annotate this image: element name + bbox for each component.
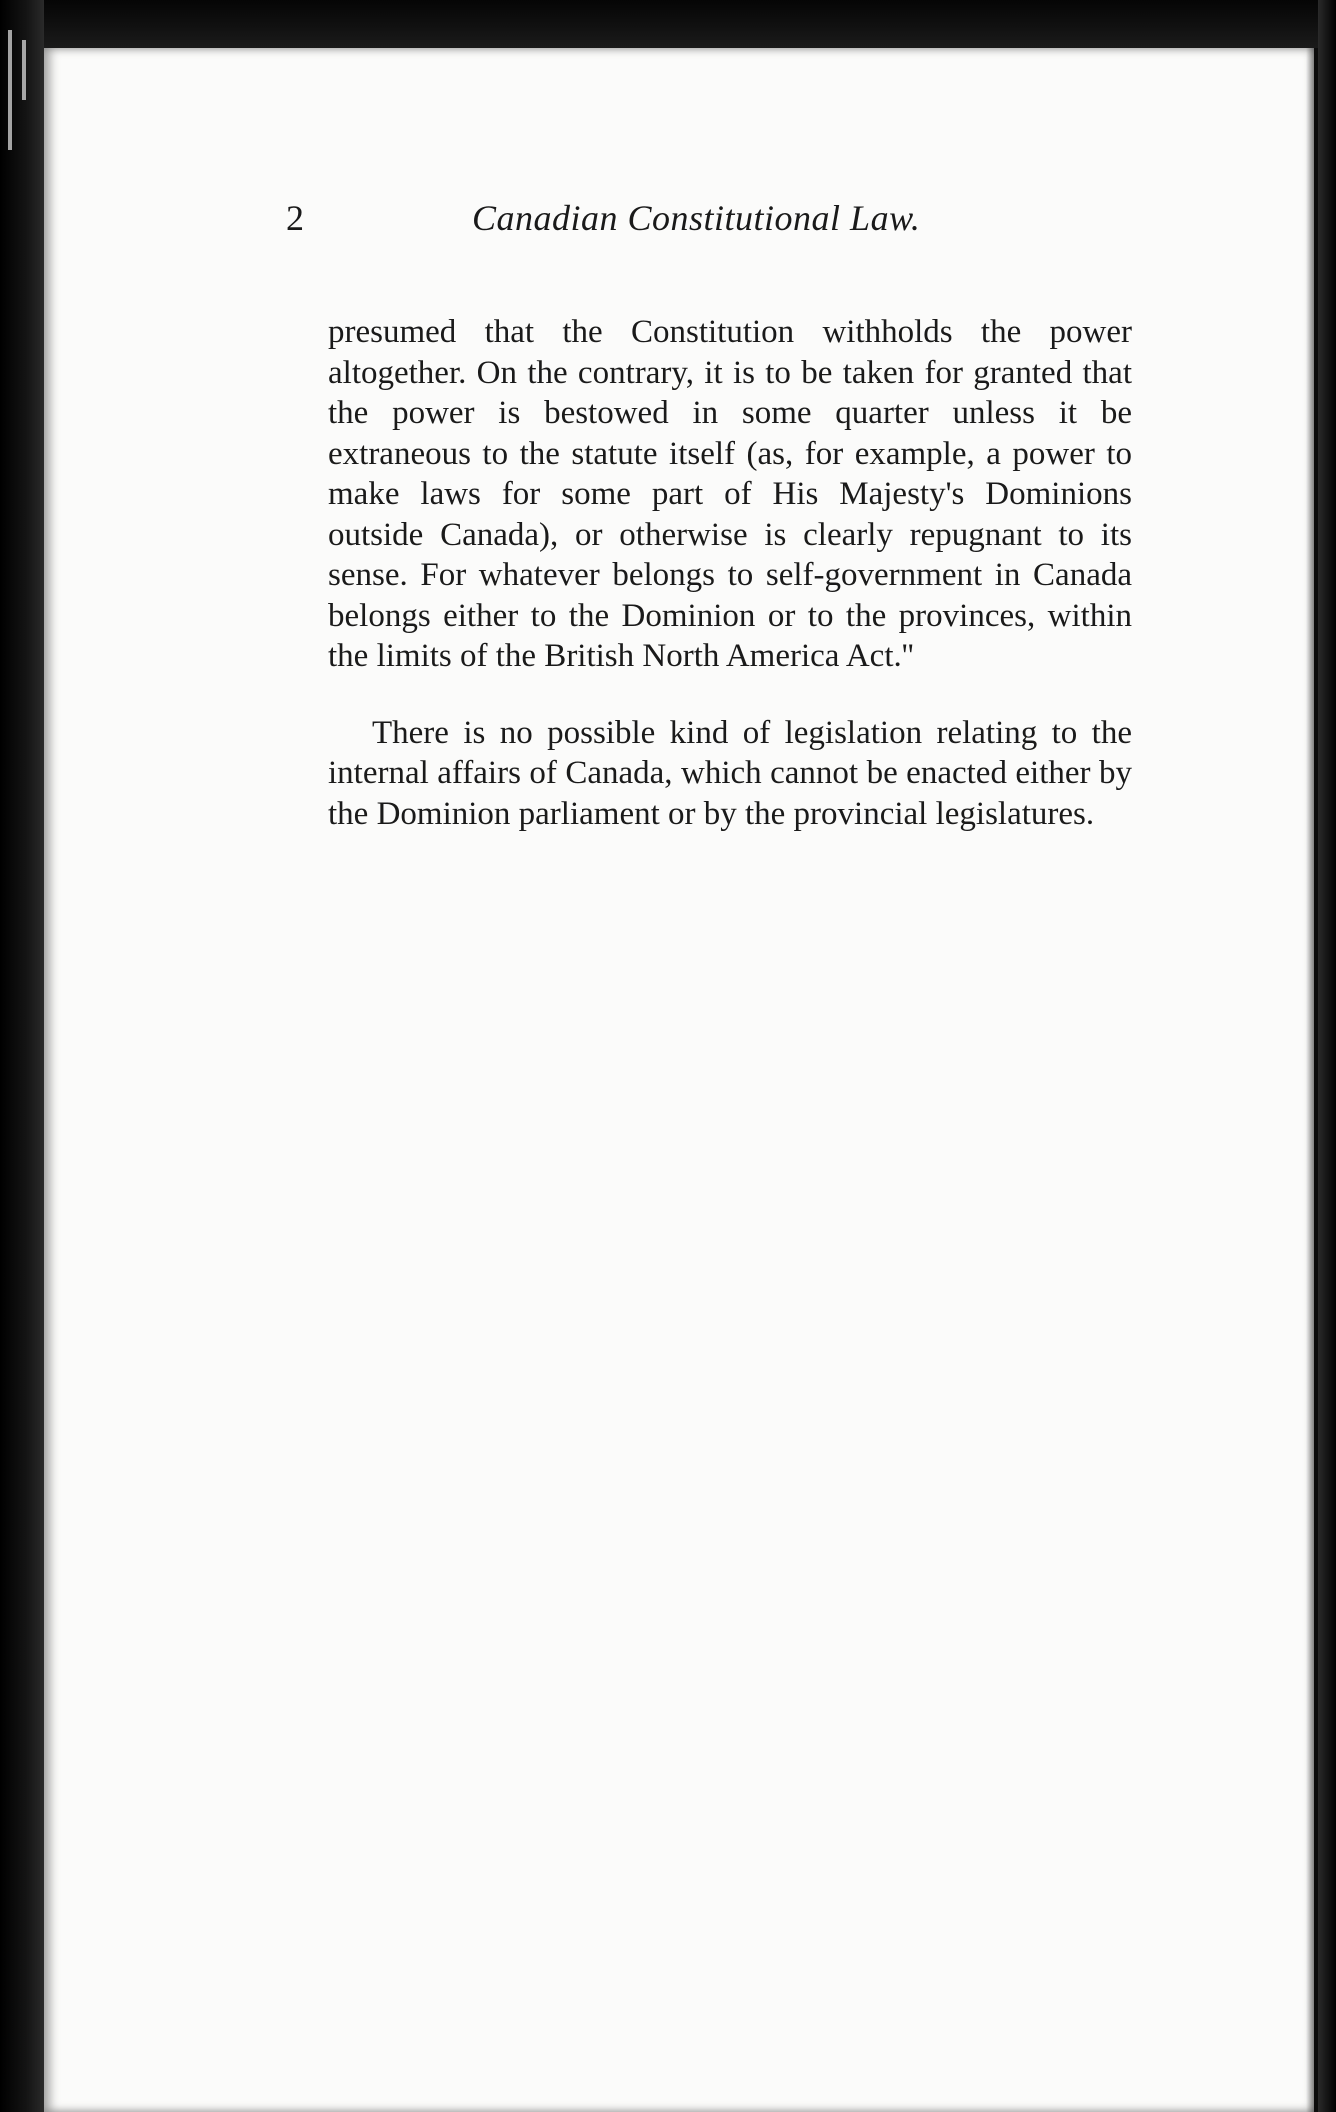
binding-streak — [22, 40, 26, 100]
scan-right-edge — [1318, 0, 1336, 2112]
running-title: Canadian Constitutional Law. — [472, 198, 921, 238]
paragraph: presumed that the Constitution withholds the power altogether. On the contrary, it is to be taken for granted that the power is bestowed in some quarter unless it be extraneous to the statute itself (as, for example, a power to make laws for some part of His Majesty's Dominions outside Canada), or otherwise is clearly repugnant to its sense. For whatever belongs to self-government in Canada belongs either to the Dominion or to the provinces, within the limits of the British North America Act.'' — [328, 314, 1132, 674]
page-number: 2 — [286, 198, 304, 238]
paragraph: There is no possible kind of legislation relating to the internal affairs of Canada, which cannot be enacted either by the Dominion parliament or by the provincial legislatures. — [328, 714, 1132, 832]
binding-streak — [8, 30, 12, 150]
body-text — [328, 312, 1132, 834]
page-shadow — [1306, 48, 1314, 2112]
scan-top-edge — [0, 0, 1336, 48]
running-header — [286, 188, 1126, 248]
book-binding-edge — [0, 0, 44, 2112]
